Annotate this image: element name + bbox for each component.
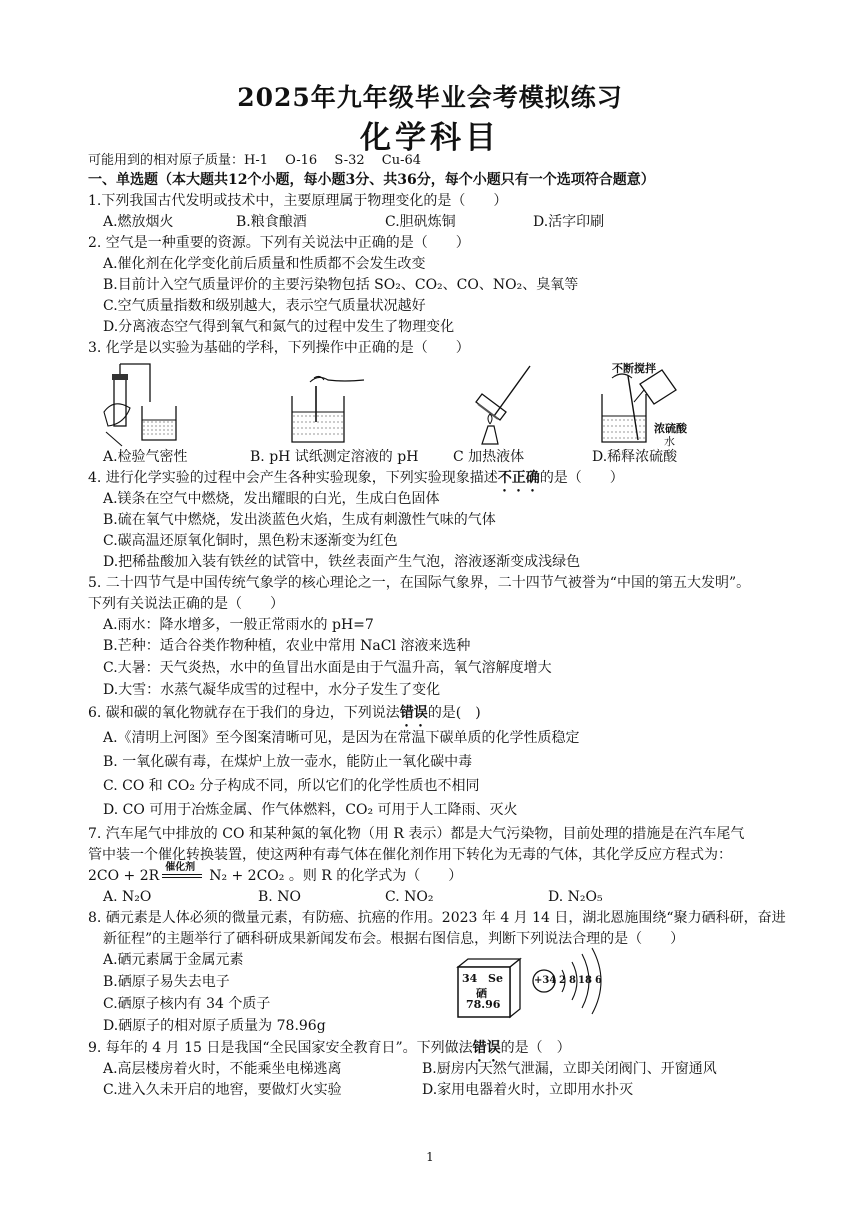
q4-option-b: B.硫在氧气中燃烧，发出淡蓝色火焰，生成有刺激性气味的气体 <box>103 512 496 528</box>
q3-option-b: B. pH 试纸测定溶液的 pH <box>250 449 419 465</box>
label-concentrated-acid: 浓硫酸 <box>654 422 687 435</box>
q8-option-c: C.硒原子核内有 34 个质子 <box>103 996 271 1012</box>
airtightness-check-figure <box>100 362 210 446</box>
q7-equation <box>88 862 463 886</box>
q9-option-d: D.家用电器着火时，立即用水扑灭 <box>422 1082 634 1098</box>
q2-option-c: C.空气质量指数和级别越大，表示空气质量状况越好 <box>103 298 426 314</box>
page-number: 1 <box>426 1150 434 1164</box>
equation-reactants: 2CO + 2R <box>88 868 160 884</box>
q9-option-a: A.高层楼房着火时，不能乘坐电梯逃离 <box>103 1061 342 1077</box>
q3-option-a: A.检验气密性 <box>103 449 188 465</box>
q2-stem: 2. 空气是一种重要的资源。下列有关说法中正确的是（ ） <box>88 235 470 251</box>
q4-stem-emphasis: 不正确 <box>497 470 540 486</box>
q2-option-a: A.催化剂在化学变化前后质量和性质都不会发生改变 <box>103 256 426 272</box>
q8-option-b: B.硒原子易失去电子 <box>103 974 230 990</box>
q3-option-d: D.稀释浓硫酸 <box>592 449 678 465</box>
q1-option-b: B.粮食酿酒 <box>236 214 307 230</box>
q7-stem-cont: 管中装一个催化转换装置，使这两种有毒气体在催化剂作用下转化为无毒的气体，其化学反应方程式为： <box>88 847 732 863</box>
shell-3-electrons: 18 <box>578 975 592 986</box>
q2-option-b: B.目前计入空气质量评价的主要污染物包括 SO₂、CO₂、CO、NO₂、臭氧等 <box>103 277 579 293</box>
q8-stem-cont: 新征程”的主题举行了硒科研成果新闻发布会。根据右图信息，判断下列说法合理的是（ ） <box>103 931 685 947</box>
q9-option-b: B.厨房内天然气泄漏，立即关闭阀门、开窗通风 <box>422 1061 717 1077</box>
q3-option-c: C 加热液体 <box>453 449 525 465</box>
equation-products: N₂ + 2CO₂ 。则 R 的化学式为（ ） <box>209 868 463 884</box>
equation-arrow <box>162 862 206 886</box>
cell-element-name: 硒 <box>476 987 487 1000</box>
atomic-masses: 可能用到的相对原子质量：H-1 O-16 S-32 Cu-64 <box>88 153 422 168</box>
q9-stem-emphasis: 错误 <box>472 1040 501 1056</box>
q4-stem-end: 的是（ ） <box>539 470 624 486</box>
nucleus-charge: +34 <box>534 975 557 986</box>
q8-option-a: A.硒元素属于金属元素 <box>103 952 244 968</box>
q4-option-d: D.把稀盐酸加入装有铁丝的试管中，铁丝表面产生气泡，溶液逐渐变成浅绿色 <box>103 554 581 570</box>
label-water: 水 <box>664 435 675 448</box>
q4-option-c: C.碳高温还原氧化铜时，黑色粉末逐渐变为红色 <box>103 533 398 549</box>
q7-option-c: C. NO₂ <box>385 889 434 905</box>
q4-option-a: A.镁条在空气中燃烧，发出耀眼的白光，生成白色固体 <box>103 491 440 507</box>
q8-stem: 8. 硒元素是人体必须的微量元素，有防癌、抗癌的作用。2023 年 4 月 14 日，湖北恩施围绕“聚力硒科研，奋进 <box>88 910 786 926</box>
q5-option-d: D.大雪：水蒸气凝华成雪的过程中，水分子发生了变化 <box>103 682 441 698</box>
q2-option-d: D.分离液态空气得到氧气和氮气的过程中发生了物理变化 <box>103 319 455 335</box>
cell-atomic-mass: 78.96 <box>466 998 501 1011</box>
q5-stem: 5. 二十四节气是中国传统气象学的核心理论之一，在国际气象界，二十四节气被誉为“中国的第五大发明”。 <box>88 575 751 591</box>
q9-stem-text: 9. 每年的 4 月 15 日是我国“全民国家安全教育日”。下列做法 <box>88 1040 473 1056</box>
shell-1-electrons: 2 <box>559 975 566 986</box>
q9-option-c: C.进入久未开启的地窖，要做灯火实验 <box>103 1082 342 1098</box>
q5-option-c: C.大暑：天气炎热，水中的鱼冒出水面是由于气温升高，氧气溶解度增大 <box>103 660 552 676</box>
heating-liquid-figure <box>458 364 548 450</box>
q7-option-b: B. NO <box>258 889 301 905</box>
q6-stem-end: 的是( ) <box>427 705 481 721</box>
q7-option-a: A. N₂O <box>103 889 152 905</box>
exam-subject: 化学科目 <box>360 120 500 156</box>
q1-option-c: C.胆矾炼铜 <box>385 214 456 230</box>
q6-option-d: D. CO 可用于冶炼金属、作气体燃料，CO₂ 可用于人工降雨、灭火 <box>103 802 518 818</box>
q6-option-a: A.《清明上河图》至今图案清晰可见，是因为在常温下碳单质的化学性质稳定 <box>103 730 580 746</box>
q7-stem: 7. 汽车尾气中排放的 CO 和某种氮的氧化物（用 R 表示）都是大气污染物，目前处理的措施是在汽车尾气 <box>88 826 745 842</box>
q5-stem-cont: 下列有关说法正确的是（ ） <box>88 596 284 612</box>
q5-option-a: A.雨水：降水增多，一般正常雨水的 pH=7 <box>103 617 374 633</box>
q1-option-d: D.活字印刷 <box>533 214 605 230</box>
q6-stem-emphasis: 错误 <box>399 705 428 721</box>
q6-stem <box>88 703 481 730</box>
q4-stem-text: 4. 进行化学实验的过程中会产生各种实验现象，下列实验现象描述 <box>88 470 498 486</box>
q1-stem: 1.下列我国古代发明或技术中，主要原理属于物理变化的是（ ） <box>88 193 508 209</box>
q6-option-b: B. 一氧化碳有毒，在煤炉上放一壶水，能防止一氧化碳中毒 <box>103 754 473 770</box>
q8-option-d: D.硒原子的相对原子质量为 78.96g <box>103 1018 326 1034</box>
section-heading: 一、单选题（本大题共12个小题，每小题3分、共36分，每个小题只有一个选项符合题意） <box>88 172 655 188</box>
q1-option-a: A.燃放烟火 <box>103 214 174 230</box>
shell-2-electrons: 8 <box>569 975 576 986</box>
q9-stem-end: 的是（ ） <box>500 1040 571 1056</box>
q5-option-b: B.芒种：适合谷类作物种植，农业中常用 NaCl 溶液来选种 <box>103 638 471 654</box>
exam-title: 2025年九年级毕业会考模拟练习 <box>237 83 623 112</box>
q7-option-d: D. N₂O₅ <box>548 889 603 905</box>
q6-stem-text: 6. 碳和碳的氧化物就存在于我们的身边，下列说法 <box>88 705 400 721</box>
cell-atomic-number: 34 <box>462 972 478 985</box>
q6-option-c: C. CO 和 CO₂ 分子构成不同，所以它们的化学性质也不相同 <box>103 778 480 794</box>
equation-catalyst: 催化剂 <box>165 862 196 873</box>
label-stir: 不断搅拌 <box>612 362 656 375</box>
shell-4-electrons: 6 <box>595 975 602 986</box>
cell-symbol: Se <box>488 972 503 985</box>
q3-stem: 3. 化学是以实验为基础的学科，下列操作中正确的是（ ） <box>88 340 470 356</box>
ph-test-figure <box>286 376 386 448</box>
